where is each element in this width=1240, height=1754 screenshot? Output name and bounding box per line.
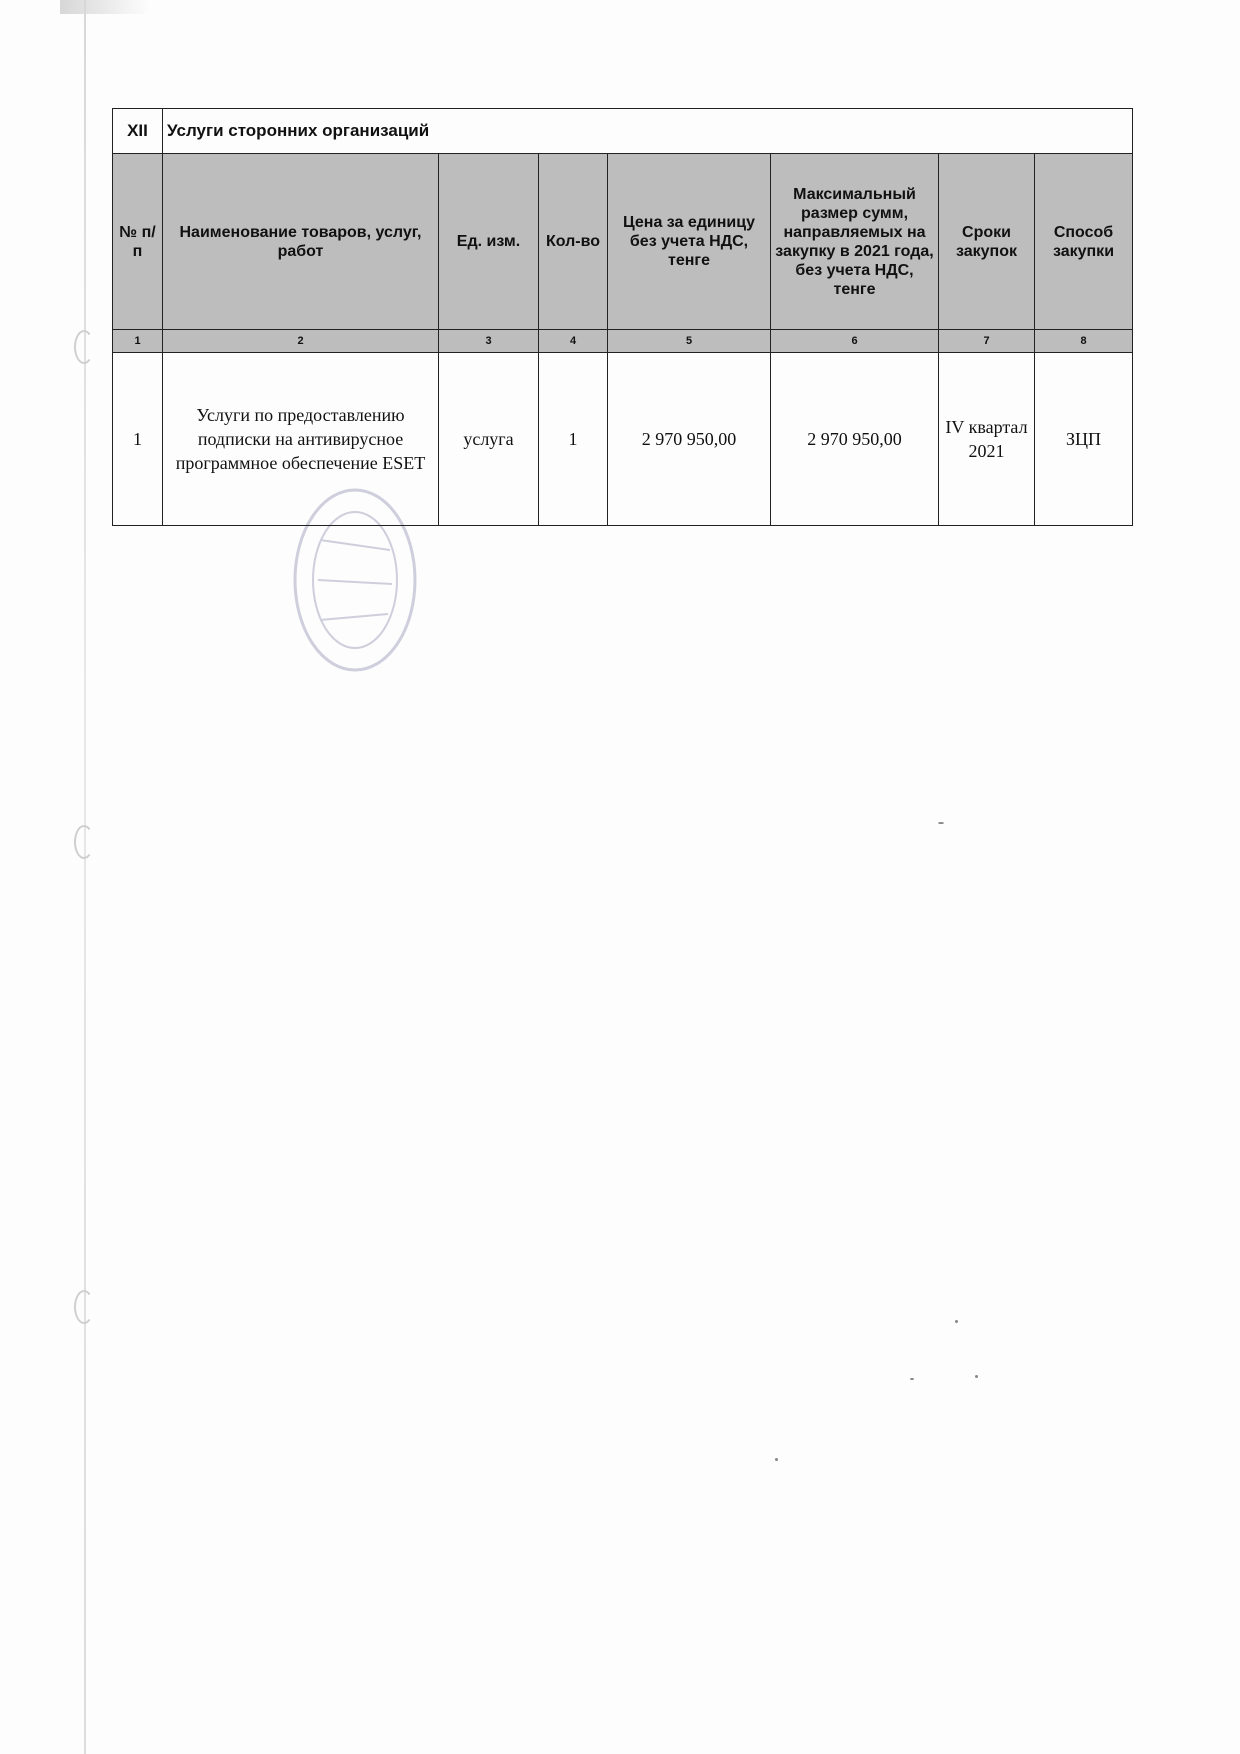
column-index: 8 (1035, 330, 1133, 353)
scan-speck (775, 1458, 778, 1461)
column-index: 7 (939, 330, 1035, 353)
section-title: Услуги сторонних организаций (163, 109, 1133, 154)
row-max-amount: 2 970 950,00 (771, 353, 939, 526)
punch-hole-top (74, 330, 94, 364)
row-number: 1 (113, 353, 163, 526)
row-unit: услуга (439, 353, 539, 526)
row-method: ЗЦП (1035, 353, 1133, 526)
header-cell-max-amount: Максимальный размер сумм, направляемых на закупку в 2021 года, без учета НДС, тенге (771, 154, 939, 330)
column-index: 2 (163, 330, 439, 353)
header-cell-quantity: Кол-во (539, 154, 608, 330)
binder-edge-line (84, 0, 86, 1754)
punch-hole-bottom (74, 1290, 94, 1324)
scan-speck (938, 822, 944, 824)
column-index: 3 (439, 330, 539, 353)
header-cell-name: Наименование товаров, услуг, работ (163, 154, 439, 330)
header-cell-unit-price: Цена за единицу без учета НДС, тенге (608, 154, 771, 330)
scan-speck (955, 1320, 958, 1323)
scan-speck (975, 1375, 978, 1378)
column-index-row (113, 330, 1133, 353)
column-header-row (113, 154, 1133, 330)
scan-speck (910, 1378, 914, 1380)
scan-smudge (60, 0, 150, 14)
header-cell-method: Способ закупки (1035, 154, 1133, 330)
row-quantity: 1 (539, 353, 608, 526)
row-item-name: Услуги по предоставлению подписки на антивирусное программное обеспечение ESET (163, 353, 439, 526)
row-unit-price: 2 970 950,00 (608, 353, 771, 526)
procurement-table (112, 108, 1133, 526)
column-index: 4 (539, 330, 608, 353)
column-index: 6 (771, 330, 939, 353)
column-index: 1 (113, 330, 163, 353)
header-cell-number: № п/п (113, 154, 163, 330)
header-cell-period: Сроки закупок (939, 154, 1035, 330)
header-cell-unit: Ед. изм. (439, 154, 539, 330)
section-number: XII (113, 109, 163, 154)
section-header-row (113, 109, 1133, 154)
punch-hole-middle (74, 825, 94, 859)
table-row (113, 353, 1133, 526)
column-index: 5 (608, 330, 771, 353)
row-period: IV квартал 2021 (939, 353, 1035, 526)
